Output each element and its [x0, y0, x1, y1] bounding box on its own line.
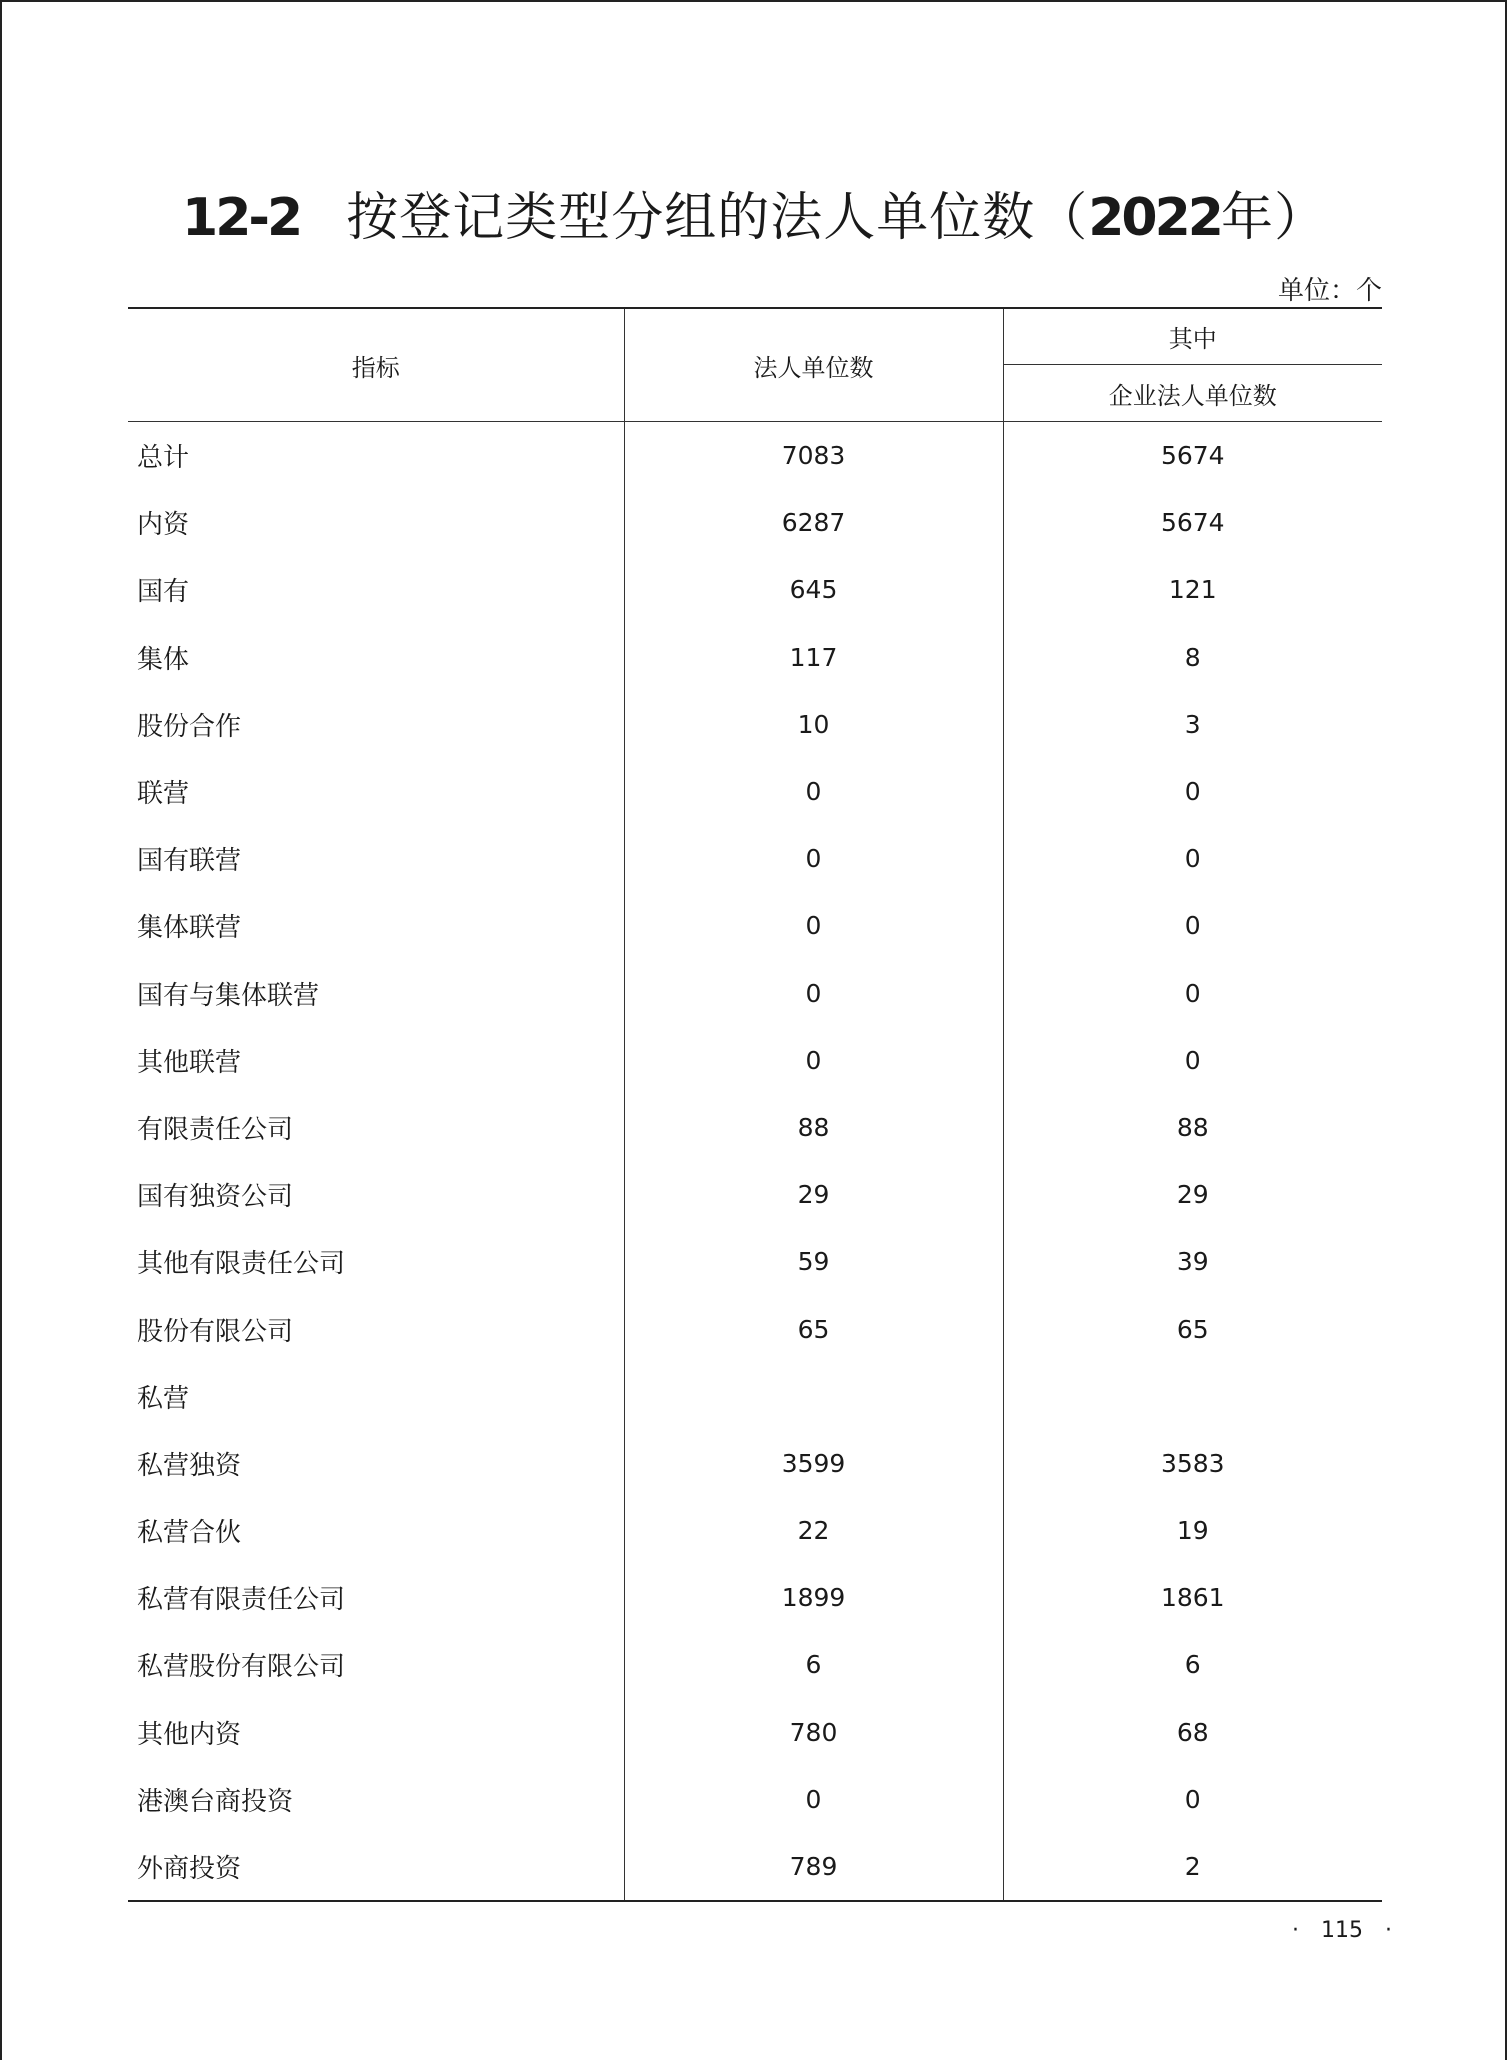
enterprise-units-value: 88 — [1003, 1094, 1382, 1161]
table-row — [128, 1766, 1382, 1833]
page-number — [1270, 1918, 1414, 1943]
page-title — [0, 175, 1509, 250]
enterprise-units-value: 0 — [1003, 1766, 1382, 1833]
title-text: 按登记类型分组的法人单位数（ — [346, 188, 1089, 248]
table-row — [128, 892, 1382, 959]
row-label: 内资 — [137, 510, 190, 541]
legal-units-value: 22 — [624, 1497, 1003, 1564]
header-legal-units: 法人单位数 — [624, 308, 1003, 422]
enterprise-units-value: 39 — [1003, 1228, 1382, 1295]
enterprise-units-value: 3 — [1003, 691, 1382, 758]
enterprise-units-value: 5674 — [1003, 489, 1382, 556]
legal-units-value: 789 — [624, 1833, 1003, 1901]
table-row — [128, 825, 1382, 892]
legal-units-value: 65 — [624, 1295, 1003, 1362]
enterprise-units-value: 29 — [1003, 1161, 1382, 1228]
table-row — [128, 1161, 1382, 1228]
table-row — [128, 1497, 1382, 1564]
row-label: 国有独资公司 — [137, 1182, 294, 1213]
table-row — [128, 1699, 1382, 1766]
enterprise-units-value: 5674 — [1003, 422, 1382, 490]
row-label: 其他有限责任公司 — [137, 1249, 346, 1280]
legal-units-value: 780 — [624, 1699, 1003, 1766]
table-body — [128, 422, 1382, 1902]
enterprise-units-value: 3583 — [1003, 1430, 1382, 1497]
enterprise-units-value: 0 — [1003, 1027, 1382, 1094]
enterprise-units-value: 68 — [1003, 1699, 1382, 1766]
header-enterprise-units: 企业法人单位数 — [1003, 365, 1382, 422]
table-row — [128, 556, 1382, 623]
legal-units-value: 645 — [624, 556, 1003, 623]
enterprise-units-value: 0 — [1003, 892, 1382, 959]
page-number-value: 115 — [1321, 1918, 1363, 1943]
legal-units-value: 117 — [624, 624, 1003, 691]
row-label: 私营独资 — [137, 1450, 242, 1481]
row-label: 私营有限责任公司 — [137, 1585, 346, 1616]
legal-units-value: 29 — [624, 1161, 1003, 1228]
enterprise-units-value: 6 — [1003, 1631, 1382, 1698]
header-indicator: 指标 — [128, 308, 624, 422]
table-row — [128, 1295, 1382, 1362]
legal-units-value: 0 — [624, 825, 1003, 892]
table-row — [128, 1027, 1382, 1094]
enterprise-units-value: 121 — [1003, 556, 1382, 623]
legal-units-value: 0 — [624, 892, 1003, 959]
data-table — [128, 307, 1382, 1902]
enterprise-units-value: 8 — [1003, 624, 1382, 691]
legal-units-value: 59 — [624, 1228, 1003, 1295]
title-year: 2022 — [1088, 188, 1221, 248]
legal-units-value: 3599 — [624, 1430, 1003, 1497]
legal-units-value: 6287 — [624, 489, 1003, 556]
legal-units-value: 0 — [624, 1766, 1003, 1833]
row-label: 联营 — [137, 779, 190, 810]
enterprise-units-value: 0 — [1003, 960, 1382, 1027]
row-label: 国有与集体联营 — [137, 980, 320, 1011]
legal-units-value: 0 — [624, 1027, 1003, 1094]
legal-units-value: 1899 — [624, 1564, 1003, 1631]
enterprise-units-value: 1861 — [1003, 1564, 1382, 1631]
table-row — [128, 422, 1382, 490]
row-label: 私营 — [137, 1383, 190, 1414]
table-number: 12-2 — [182, 188, 301, 248]
row-label: 总计 — [137, 443, 190, 474]
table-row — [128, 624, 1382, 691]
enterprise-units-value: 0 — [1003, 758, 1382, 825]
row-label: 港澳台商投资 — [137, 1786, 294, 1817]
table-row — [128, 1228, 1382, 1295]
legal-units-value: 88 — [624, 1094, 1003, 1161]
page-number-dot-left: · — [1292, 1918, 1299, 1943]
legal-units-value: 10 — [624, 691, 1003, 758]
table-row — [128, 1363, 1382, 1430]
row-label: 外商投资 — [128, 1833, 624, 1901]
legal-units-value: 0 — [624, 758, 1003, 825]
row-label: 股份合作 — [137, 711, 242, 742]
legal-units-value — [624, 1363, 1003, 1430]
row-label: 其他联营 — [137, 1047, 242, 1078]
row-label: 集体 — [137, 644, 190, 675]
table-row — [128, 1631, 1382, 1698]
enterprise-units-value — [1003, 1363, 1382, 1430]
title-suffix: 年） — [1220, 188, 1327, 248]
table-row — [128, 1430, 1382, 1497]
row-label: 有限责任公司 — [137, 1114, 294, 1145]
row-label: 私营股份有限公司 — [137, 1652, 346, 1683]
row-label: 股份有限公司 — [137, 1316, 294, 1347]
table-row — [128, 1833, 1382, 1901]
table-row — [128, 691, 1382, 758]
table-row — [128, 758, 1382, 825]
legal-units-value: 0 — [624, 960, 1003, 1027]
page-number-dot-right: · — [1385, 1918, 1392, 1943]
table-row — [128, 489, 1382, 556]
row-label: 私营合伙 — [137, 1518, 242, 1549]
row-label: 集体联营 — [137, 913, 242, 944]
unit-label: 单位：个 — [1277, 276, 1382, 306]
enterprise-units-value: 2 — [1003, 1833, 1382, 1901]
enterprise-units-value: 65 — [1003, 1295, 1382, 1362]
enterprise-units-value: 19 — [1003, 1497, 1382, 1564]
header-of-which: 其中 — [1003, 308, 1382, 365]
table-row — [128, 1564, 1382, 1631]
legal-units-value: 6 — [624, 1631, 1003, 1698]
legal-units-value: 7083 — [624, 422, 1003, 490]
table-row — [128, 1094, 1382, 1161]
row-label: 其他内资 — [137, 1719, 242, 1750]
table-row — [128, 960, 1382, 1027]
row-label: 国有 — [137, 577, 190, 608]
enterprise-units-value: 0 — [1003, 825, 1382, 892]
row-label: 国有联营 — [137, 846, 242, 877]
